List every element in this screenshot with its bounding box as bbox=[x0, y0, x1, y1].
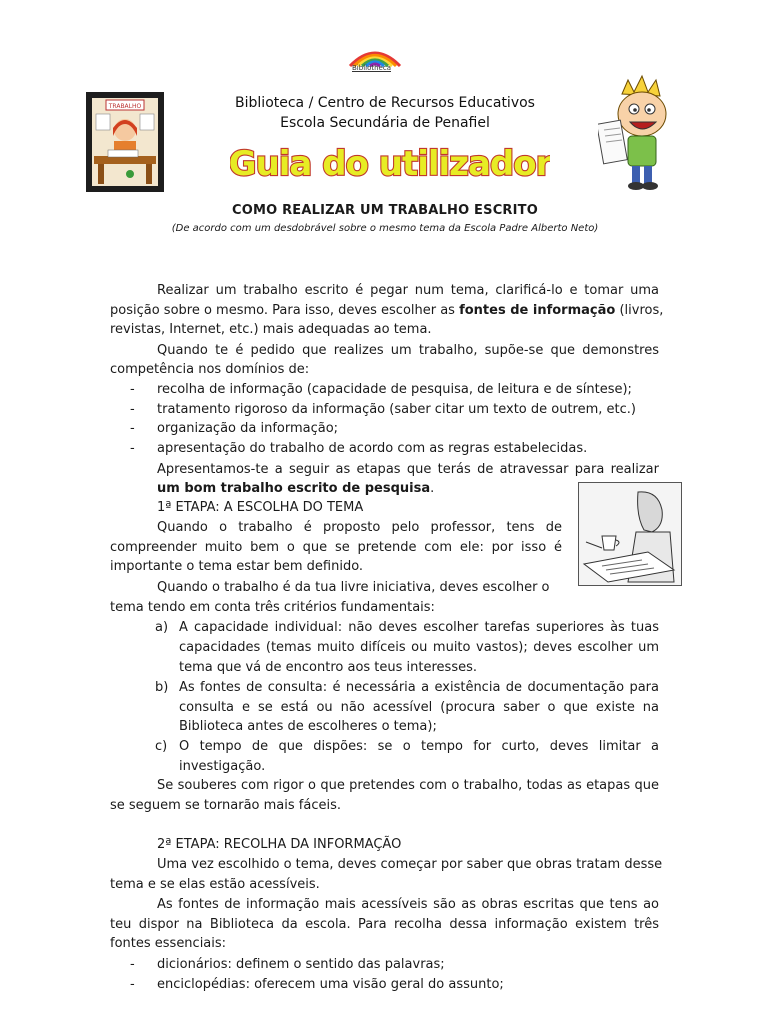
text-line: tema e se elas estão acessíveis. bbox=[110, 877, 320, 892]
criterion-line: A capacidade individual: não deves escolher tarefas superiores às tuas bbox=[179, 620, 659, 635]
library-name: Biblioteca / Centro de Recursos Educativos bbox=[235, 95, 535, 111]
criterion-line: capacidades (temas muito difíceis ou muito vastos); deves escolher um bbox=[179, 640, 659, 655]
text-line: revistas, Internet, etc.) mais adequadas ao tema. bbox=[110, 322, 432, 337]
list-item: dicionários: definem o sentido das palavras; bbox=[157, 957, 445, 972]
guide-title-text: Guia do utilizador bbox=[230, 144, 550, 184]
text-line: compreender muito bem o que se pretende com ele: por isso é bbox=[110, 540, 562, 555]
library-logo bbox=[340, 40, 410, 76]
text-line: As fontes de informação mais acessíveis são as obras escritas que tens ao bbox=[157, 897, 659, 912]
criterion-line: consulta e se está ou não acessível (procura saber o que existe na bbox=[179, 700, 659, 715]
text-line: competência nos domínios de: bbox=[110, 362, 310, 377]
list-item: enciclopédias: oferecem uma visão geral do assunto; bbox=[157, 977, 504, 992]
text-line: Apresentamos-te a seguir as etapas que terás de atravessar para realizar bbox=[157, 462, 659, 477]
text-line: Quando te é pedido que realizes um trabalho, supõe-se que demonstres bbox=[157, 343, 659, 358]
criterion-line: O tempo de que dispões: se o tempo for curto, deves limitar a bbox=[179, 739, 659, 754]
criterion-letter: b) bbox=[155, 680, 169, 695]
text-line: tema tendo em conta três critérios fundamentais: bbox=[110, 600, 435, 615]
text-line: teu dispor na Biblioteca da escola. Para recolha dessa informação existem três bbox=[110, 917, 659, 932]
bullet-dash: - bbox=[130, 421, 135, 436]
logo-caption: Bibliotheca bbox=[352, 64, 391, 72]
list-item: tratamento rigoroso da informação (saber citar um texto de outrem, etc.) bbox=[157, 402, 636, 417]
list-item: organização da informação; bbox=[157, 421, 339, 436]
bullet-dash: - bbox=[130, 441, 135, 456]
bullet-dash: - bbox=[130, 382, 135, 397]
criterion-line: tema que vá de encontro aos teus interesses. bbox=[179, 660, 477, 675]
text-line: posição sobre o mesmo. Para isso, deves escolher as fontes de informação (livros, bbox=[110, 303, 664, 318]
document-title: COMO REALIZAR UM TRABALHO ESCRITO bbox=[231, 203, 539, 218]
text-line: se seguem se tornarão mais fáceis. bbox=[110, 798, 341, 813]
text-line: um bom trabalho escrito de pesquisa. bbox=[157, 481, 435, 496]
list-item: recolha de informação (capacidade de pesquisa, de leitura e de síntese); bbox=[157, 382, 632, 397]
boy-with-paper-illustration bbox=[598, 74, 688, 192]
school-name: Escola Secundária de Penafiel bbox=[280, 115, 490, 131]
bullet-dash: - bbox=[130, 957, 135, 972]
bullet-dash: - bbox=[130, 977, 135, 992]
criterion-line: As fontes de consulta: é necessária a existência de documentação para bbox=[179, 680, 659, 695]
section-heading-etapa-1: 1ª ETAPA: A ESCOLHA DO TEMA bbox=[157, 500, 364, 515]
text-line: Quando o trabalho é da tua livre iniciativa, deves escolher o bbox=[157, 580, 550, 595]
text-line: importante o tema estar bem definido. bbox=[110, 559, 364, 574]
text-line: Se souberes com rigor o que pretendes com o trabalho, todas as etapas que bbox=[157, 778, 659, 793]
sign-text: TRABALHO bbox=[108, 103, 142, 110]
text-line: Uma vez escolhido o tema, deves começar por saber que obras tratam desse bbox=[157, 857, 663, 872]
guide-title-graphic bbox=[230, 139, 550, 185]
bullet-dash: - bbox=[130, 402, 135, 417]
section-heading-etapa-2: 2ª ETAPA: RECOLHA DA INFORMAÇÃO bbox=[157, 837, 402, 852]
document-subtitle: (De acordo com um desdobrável sobre o mesmo tema da Escola Padre Alberto Neto) bbox=[171, 223, 599, 234]
criterion-letter: c) bbox=[155, 739, 168, 754]
text-line: fontes essenciais: bbox=[110, 936, 227, 951]
bold-term: fontes de informação bbox=[459, 303, 616, 318]
girl-at-desk-illustration bbox=[86, 92, 164, 192]
criterion-line: investigação. bbox=[179, 759, 266, 774]
text-line: Realizar um trabalho escrito é pegar num tema, clarificá-lo e tomar uma bbox=[157, 283, 659, 298]
criterion-line: Biblioteca antes de escolheres o tema); bbox=[179, 719, 437, 734]
person-reading-illustration bbox=[578, 482, 682, 586]
text-line: Quando o trabalho é proposto pelo professor, tens de bbox=[157, 520, 562, 535]
criterion-letter: a) bbox=[155, 620, 169, 635]
list-item: apresentação do trabalho de acordo com as regras estabelecidas. bbox=[157, 441, 588, 456]
